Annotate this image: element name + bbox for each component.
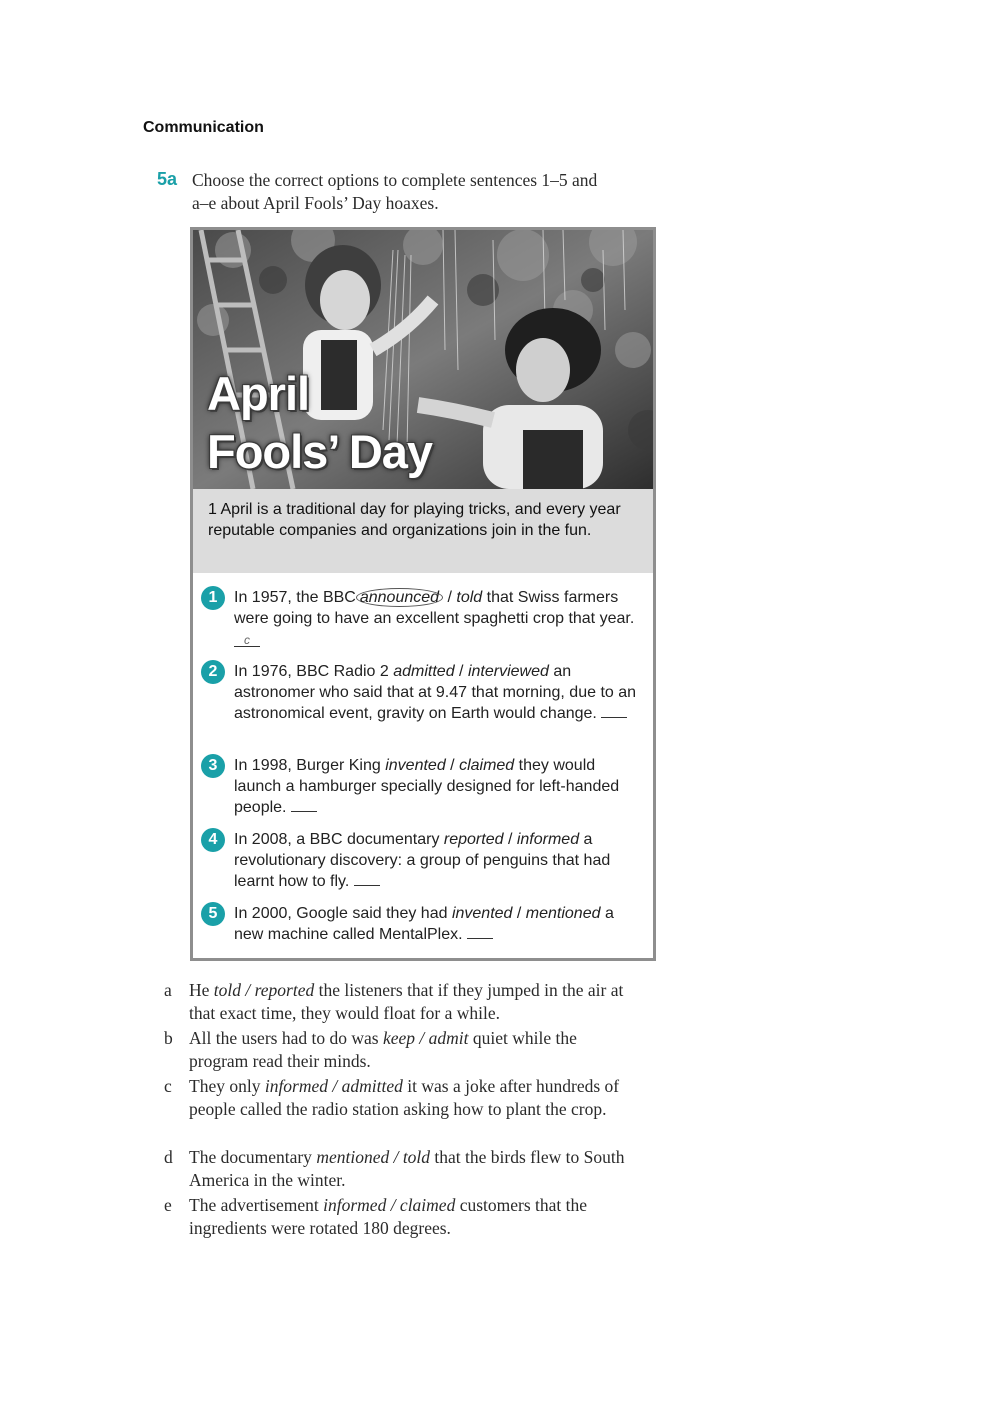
answer-blank[interactable] bbox=[467, 926, 493, 939]
answer-sentence bbox=[189, 1194, 629, 1240]
answer-options[interactable]: mentioned / told bbox=[316, 1147, 431, 1167]
answer-text-pre: All the users had to do was bbox=[189, 1028, 383, 1048]
answer-letter: c bbox=[164, 1076, 172, 1096]
answer-letter: d bbox=[164, 1147, 173, 1167]
answer-sentence bbox=[189, 1027, 629, 1073]
item-number-badge: 3 bbox=[201, 754, 225, 778]
answer-text-post: that the birds flew to South America in the winter. bbox=[189, 1147, 625, 1190]
item-number-badge: 5 bbox=[201, 902, 225, 926]
answer-text-pre: The advertisement bbox=[189, 1195, 324, 1215]
answer-text-post: it was a joke after hundreds of people called the radio station asking how to plant the crop. bbox=[189, 1076, 620, 1119]
option-2[interactable]: interviewed bbox=[467, 663, 549, 680]
item-text-pre: In 2008, a BBC documentary bbox=[234, 831, 444, 848]
answer-blank[interactable] bbox=[601, 705, 627, 718]
exercise-instructions bbox=[192, 169, 662, 215]
option-2[interactable]: told bbox=[456, 589, 483, 606]
item-text-post: that Swiss farmers were going to have an excellent spaghetti crop that year. bbox=[234, 589, 635, 627]
item-sentence bbox=[234, 587, 646, 650]
item-number-badge: 1 bbox=[201, 586, 225, 610]
item-text-post: a new machine called MentalPlex. bbox=[234, 905, 614, 943]
answer-options[interactable]: informed / claimed bbox=[323, 1195, 456, 1215]
answer-options[interactable]: informed / admitted bbox=[264, 1076, 403, 1096]
card-title bbox=[207, 365, 432, 481]
option-separator: / bbox=[443, 589, 457, 606]
answer-text-pre: He bbox=[189, 980, 214, 1000]
option-separator: / bbox=[445, 757, 460, 774]
item-sentence bbox=[234, 903, 646, 945]
answer-letter: e bbox=[164, 1195, 172, 1215]
item-text-post: an astronomer who said that at 9.47 that morning, due to an astronomical event, gravity on Earth would change. bbox=[234, 663, 637, 722]
option-2[interactable]: claimed bbox=[459, 757, 515, 774]
option-1[interactable]: admitted bbox=[393, 663, 455, 680]
answer-sentence bbox=[189, 979, 629, 1025]
option-2[interactable]: informed bbox=[516, 831, 580, 848]
instructions-line-2: a–e about April Fools’ Day hoaxes. bbox=[192, 193, 439, 213]
item-sentence bbox=[234, 755, 646, 818]
item-text-pre: In 1976, BBC Radio 2 bbox=[234, 663, 394, 680]
option-2[interactable]: mentioned bbox=[525, 905, 601, 922]
item-text-post: they would launch a hamburger specially designed for left-handed people. bbox=[234, 757, 620, 816]
option-1[interactable]: invented bbox=[385, 757, 446, 774]
answer-letter: b bbox=[164, 1028, 173, 1048]
card-title-line-1: April bbox=[207, 367, 310, 420]
answer-options[interactable]: told / reported bbox=[213, 980, 315, 1000]
card-intro: 1 April is a traditional day for playing tricks, and every year reputable companies and organizations join in the fun. bbox=[193, 489, 653, 573]
answer-text-pre: They only bbox=[189, 1076, 265, 1096]
article-card bbox=[190, 227, 656, 961]
answer-sentence bbox=[189, 1075, 629, 1121]
option-separator: / bbox=[503, 831, 517, 848]
exercise-number: 5a bbox=[157, 169, 178, 189]
item-text-pre: In 1998, Burger King bbox=[234, 757, 386, 774]
answer-text-pre: The documentary bbox=[189, 1147, 317, 1167]
item-text-pre: In 1957, the BBC bbox=[234, 589, 356, 606]
item-number-badge: 4 bbox=[201, 828, 225, 852]
answer-options[interactable]: keep / admit bbox=[382, 1028, 469, 1048]
card-title-line-2: Fools’ Day bbox=[207, 425, 433, 478]
option-1-circled[interactable]: announced bbox=[356, 588, 443, 607]
answer-text-post: the listeners that if they jumped in the air at that exact time, they would float for a while. bbox=[189, 980, 624, 1023]
item-text-pre: In 2000, Google said they had bbox=[234, 905, 452, 922]
item-number-badge: 2 bbox=[201, 660, 225, 684]
answer-blank[interactable] bbox=[354, 873, 380, 886]
answer-letter: a bbox=[164, 980, 172, 1000]
option-separator: / bbox=[454, 663, 468, 680]
answer-blank[interactable] bbox=[291, 799, 317, 812]
option-separator: / bbox=[512, 905, 526, 922]
item-sentence bbox=[234, 661, 646, 724]
instructions-line-1: Choose the correct options to complete sentences 1–5 and bbox=[192, 170, 598, 190]
item-sentence bbox=[234, 829, 646, 892]
section-heading: Communication bbox=[143, 119, 264, 136]
answer-text-post: quiet while the program read their minds. bbox=[189, 1028, 577, 1071]
item-text-post: a revolutionary discovery: a group of penguins that had learnt how to fly. bbox=[234, 831, 611, 890]
answer-blank[interactable]: c bbox=[234, 634, 260, 647]
option-1[interactable]: reported bbox=[443, 831, 504, 848]
answer-text-post: customers that the ingredients were rotated 180 degrees. bbox=[189, 1195, 588, 1238]
vintage-photo bbox=[193, 230, 653, 489]
answer-sentence bbox=[189, 1146, 629, 1192]
option-1[interactable]: invented bbox=[451, 905, 513, 922]
